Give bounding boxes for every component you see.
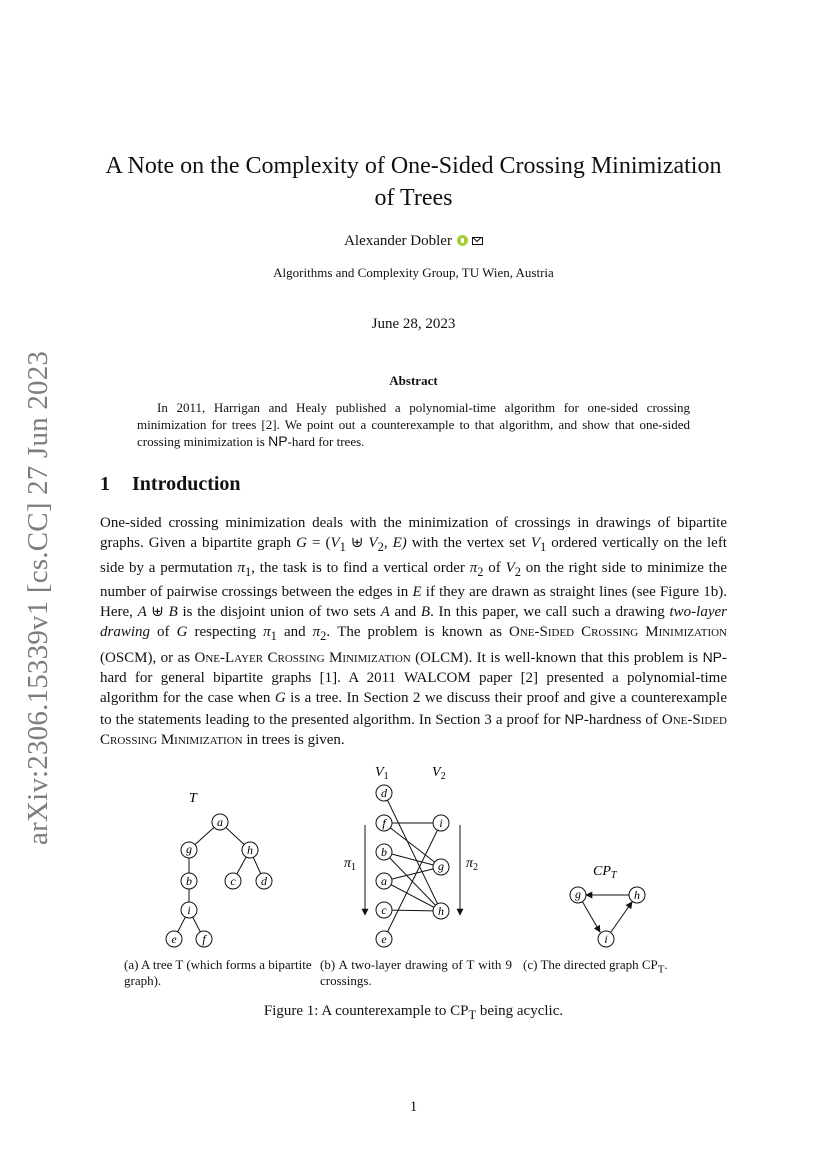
problem-name: One-Layer Crossing Minimization [194,649,411,666]
text: if they are drawn as straight lines (see Figure 1b). Here, [100,583,727,621]
math: A ⊎ B [137,604,178,621]
abstract-heading: Abstract [389,373,438,388]
right-node-label: i [439,816,443,830]
text: and [389,604,421,621]
math: 1 [540,540,547,555]
pi1-label: $\pi_1$ [344,856,357,873]
left-node-label: d [381,786,387,800]
text: with the vertex set [406,535,531,552]
figure-caption-end: being acyclic. [476,1003,564,1019]
left-node-label: a [381,874,387,888]
figure-tree [150,780,300,950]
math: π [469,559,478,576]
tree-node-label: g [186,842,192,856]
figure-two-layer [330,755,500,955]
text: (OLCM). It is well-known that this problem is [410,649,703,666]
text: of [150,624,177,641]
text: -hard for general bipartite graphs [1]. A 2011 WALCOM paper [2] presented a polynomial-time algorithm for the case when [100,649,728,707]
caption-b: (b) A two-layer drawing of T with 9 crossings. [320,957,512,988]
figure-caption [100,1003,727,1023]
section-title: Introduction [132,473,241,495]
pi2-label: $\pi_2$ [466,856,479,873]
edge-a-h [384,881,441,911]
math: 2 [514,564,521,579]
edge-c-h [384,910,441,911]
text: ordered vertically on the left side by a permutation [100,535,727,576]
text: on the right side to minimize the number of pairwise crossings between the edges in [100,559,727,600]
math: V [330,535,340,552]
author-name: Alexander Dobler [344,233,452,249]
abstract-text [137,399,690,450]
math: 2 [477,564,484,579]
cp-node-label: g [575,887,581,901]
text: One-sided crossing minimization deals with the minimization of crossings in drawings of bipartite graphs. Given a bipartite graph [100,515,727,552]
np-term: NP [702,648,723,665]
tree-node-label: e [171,932,177,946]
math: π [237,559,245,576]
text: . In this paper, we call such a drawing [430,604,670,621]
section-number: 1 [100,473,110,495]
math: π [263,624,271,641]
left-node-label: f [382,816,386,830]
math: V [505,559,515,576]
edge-d-h [384,793,441,911]
math: E [412,583,422,600]
tree-node-label: h [247,843,253,857]
math: = ( [307,535,331,552]
figure-cp-graph [555,855,665,950]
problem-name: One-Sided Crossing Minimization [509,624,728,641]
caption-c-end: . [664,957,668,972]
tree-node-label: a [217,815,223,829]
emphasis: two-layer drawing [100,604,727,641]
text: respecting [187,624,264,641]
text: . The problem is known as [326,624,509,641]
abstract-part: -hard for trees. [287,434,365,449]
edge-b-g [384,852,441,867]
cp-edge-g-i [582,901,600,932]
text: and [276,624,313,641]
math: ⊎ [345,535,369,552]
math: G [176,624,188,641]
text: is a tree. In Section 2 we discuss their proof and give a counterexample to the statements leading to the presented algorithm. In Section 3 a proof for [100,690,727,728]
math: 1 [270,629,277,644]
caption-c-sub: T [657,963,665,976]
problem-name: One-Sided Crossing Minimization [100,711,727,748]
orcid-icon[interactable] [457,235,468,246]
tree-label: T [189,791,197,806]
layer-label-left: $V_1$ [375,765,389,782]
math: 1 [244,564,252,579]
layer-label-right: $V_2$ [432,765,446,782]
tree-node-label: b [186,874,192,888]
math: B [420,604,431,621]
tree-node-label: i [187,903,191,917]
caption-a: (a) A tree T (which forms a bipartite graph). [124,957,312,988]
caption-c-text: (c) The directed graph CP [523,957,658,972]
math: V [368,535,378,552]
cp-label: $CP_T$ [593,864,617,881]
math: 2 [320,629,327,644]
np-term: NP [564,710,584,727]
math: π [312,624,321,641]
abstract-part: In 2011, Harrigan and Healy published a polynomial-time algorithm for one-sided crossing minimization for trees [2]. We point out a counterexample to that algorithm, and show that one-sided crossing minimization is [137,400,690,449]
caption-c [523,957,713,978]
page-number: 1 [409,1099,418,1115]
math: G [296,535,307,552]
figure-caption-sub: T [468,1008,477,1022]
left-node-label: c [381,903,387,917]
paper-title [100,150,727,214]
mail-icon[interactable] [472,237,483,245]
arxiv-stamp: arXiv:2306.15339v1 [cs.CC] 27 Jun 2023 [22,350,54,845]
np-term: NP [268,433,288,449]
date: June 28, 2023 [371,316,456,332]
title-line-2: of Trees [374,185,453,211]
text: of [483,559,506,576]
cp-node-label: i [604,932,608,946]
left-node-label: e [381,932,387,946]
left-node-label: b [381,845,387,859]
title-line-1: A Note on the Complexity of One-Sided Crossing Minimization [105,153,722,179]
figure-caption-text: Figure 1: A counterexample to CP [263,1003,469,1019]
cp-node-label: h [634,888,640,902]
text: (OSCM), or as [100,649,195,666]
section-heading [100,473,241,496]
edge-a-g [384,867,441,881]
right-node-label: h [438,904,444,918]
tree-node-label: f [202,932,206,946]
math: 2 [377,540,384,555]
math: V [530,535,541,552]
right-node-label: g [438,859,444,873]
text: , the task is to find a vertical order [251,559,470,576]
intro-paragraph [100,513,727,750]
text: is the disjoint union of two sets [177,604,381,621]
author-line [100,233,727,250]
affiliation: Algorithms and Complexity Group, TU Wien, Austria [273,265,554,280]
cp-edge-i-h [611,902,632,932]
math: , E) [383,535,407,552]
math: G [274,690,286,707]
tree-node-label: c [230,874,236,888]
text: in trees is given. [242,731,345,748]
math: A [380,604,390,621]
text: -hardness of [583,711,662,728]
edge-e-i [384,823,441,939]
tree-node-label: d [261,874,267,888]
math: 1 [339,540,346,555]
